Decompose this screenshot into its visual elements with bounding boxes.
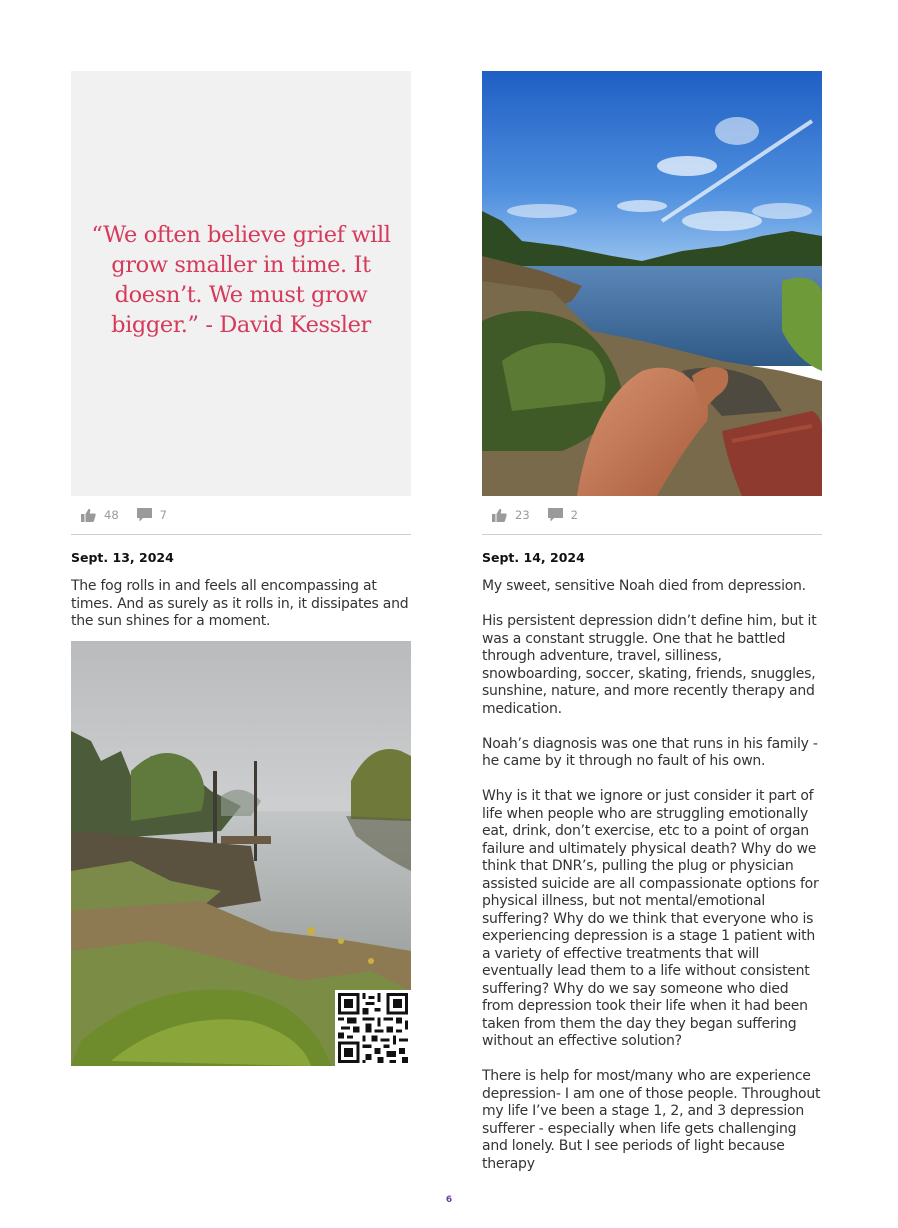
- river-legs-photo: [482, 71, 822, 496]
- comment-count[interactable]: [137, 508, 167, 522]
- post-body: [71, 578, 411, 631]
- quote-card: [71, 71, 411, 496]
- post-body: [482, 578, 822, 1173]
- like-count[interactable]: [492, 508, 530, 522]
- comment-count-value: 7: [159, 508, 167, 522]
- paragraph: His persistent depression didn’t define him, but it was a constant struggle. One that he battled through adventure, travel, silliness, snowboarding, soccer, skating, friends, snuggles, sunshine, nature, and more recently therapy and medication.: [482, 613, 817, 717]
- post-stats: [482, 496, 822, 535]
- like-count[interactable]: [81, 508, 119, 522]
- left-post: [71, 71, 411, 1066]
- comment-icon: [137, 508, 152, 522]
- comment-count[interactable]: [548, 508, 578, 522]
- thumbs-up-icon: [81, 508, 96, 522]
- paragraph: The fog rolls in and feels all encompassing at times. And as surely as it rolls in, it dissipates and the sun shines for a moment.: [71, 578, 409, 629]
- paragraph: Noah’s diagnosis was one that runs in his family - he came by it through no fault of his own.: [482, 735, 818, 769]
- comment-icon: [548, 508, 563, 522]
- post-date: Sept. 13, 2024: [71, 550, 174, 565]
- like-count-value: 23: [515, 508, 530, 522]
- thumbs-up-icon: [492, 508, 507, 522]
- qr-code[interactable]: [335, 990, 411, 1066]
- quote-text: “We often believe grief will grow smaller in time. It doesn’t. We must grow bigger.” - David Kessler: [91, 221, 391, 338]
- right-post: [482, 71, 822, 1173]
- post-date: Sept. 14, 2024: [482, 550, 585, 565]
- river-legs-image: [482, 71, 822, 496]
- paragraph: Why is it that we ignore or just consider it part of life when people who are struggling emotionally eat, drink, don’t exercise, etc to a point of organ failure and ultimately physical death? Why do we think that DNR’s, pulling the plug or physician assisted suicide are all compassionate options for physical illness, but not mental/emotional suffering? Why do we think that everyone who is experiencing depression is a stage 1 patient with a variety of effective treatments that will eventually lead them to a life without consistent suffering? Why do we say someone who died from depression took their life when it had been taken from them the day they began suffering without an effective solution?: [482, 788, 819, 1049]
- paragraph: There is help for most/many who are experience depression- I am one of those people. Throughout my life I’ve been a stage 1, 2, and 3 depression sufferer - especially when life gets challenging and lonely. But I see periods of light because therapy: [482, 1068, 821, 1172]
- page-number: 6: [445, 1195, 453, 1205]
- paragraph: My sweet, sensitive Noah died from depression.: [482, 578, 806, 594]
- foggy-river-photo: [71, 641, 411, 1066]
- post-stats: [71, 496, 411, 535]
- comment-count-value: 2: [570, 508, 578, 522]
- qr-code-icon: [335, 990, 411, 1066]
- like-count-value: 48: [104, 508, 119, 522]
